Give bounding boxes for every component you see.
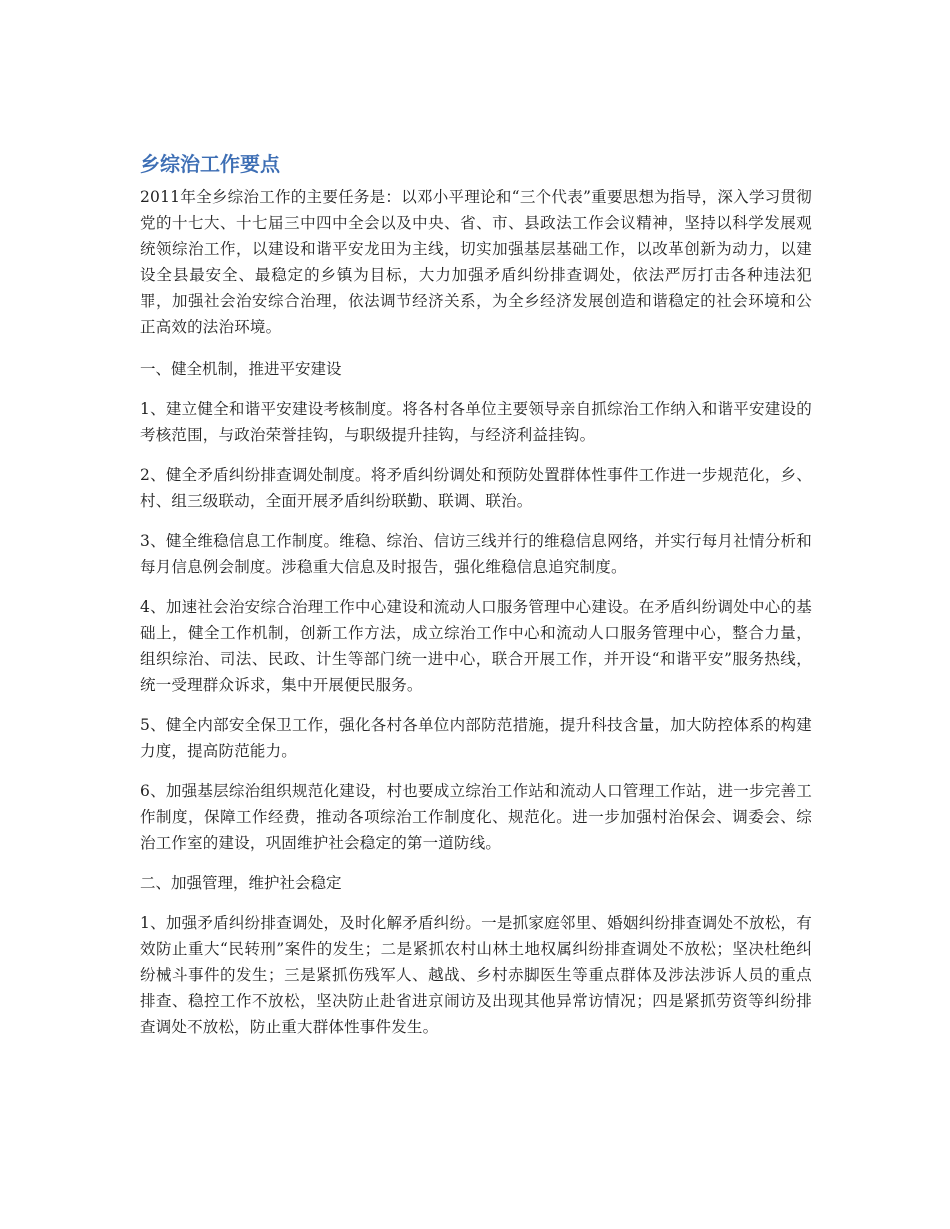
section-1-item-4: 4、加速社会治安综合治理工作中心建设和流动人口服务管理中心建设。在矛盾纠纷调处中心的基础上，健全工作机制，创新工作方法，成立综治工作中心和流动人口服务管理中心，整合力量，组织综治、司法、民政、计生等部门统一进中心，联合开展工作，并开设“和谐平安”服务热线，统一受理群众诉求，集中开展便民服务。: [140, 598, 812, 694]
section-1-item-1: 1、建立健全和谐平安建设考核制度。将各村各单位主要领导亲自抓综治工作纳入和谐平安建设的考核范围，与政治荣誉挂钩，与职级提升挂钩，与经济利益挂钩。: [140, 400, 812, 444]
intro-paragraph: 2011年全乡综治工作的主要任务是：以邓小平理论和“三个代表”重要思想为指导，深入学习贯彻党的十七大、十七届三中四中全会以及中央、省、市、县政法工作会议精神，坚持以科学发展观统领综治工作，以建设和谐平安龙田为主线，切实加强基层基础工作，以改革创新为动力，以建设全县最安全、最稳定的乡镇为目标，大力加强矛盾纠纷排查调处，依法严厉打击各种违法犯罪，加强社会治安综合治理，依法调节经济关系，为全乡经济发展创造和谐稳定的社会环境和公正高效的法治环境。: [140, 188, 812, 336]
section-1-item-3: 3、健全维稳信息工作制度。维稳、综治、信访三线并行的维稳信息网络，并实行每月社情分析和每月信息例会制度。涉稳重大信息及时报告，强化维稳信息追究制度。: [140, 532, 812, 576]
section-1-item-6: 6、加强基层综治组织规范化建设，村也要成立综治工作站和流动人口管理工作站，进一步完善工作制度，保障工作经费，推动各项综治工作制度化、规范化。进一步加强村治保会、调委会、综治工作室的建设，巩固维护社会稳定的第一道防线。: [140, 782, 812, 852]
section-heading-2: 二、加强管理，维护社会稳定: [140, 874, 342, 892]
document-page: [140, 150, 812, 1054]
section-1-item-5: 5、健全内部安全保卫工作，强化各村各单位内部防范措施，提升科技含量，加大防控体系的构建力度，提高防范能力。: [140, 716, 812, 760]
document-title: 乡综治工作要点: [140, 152, 280, 176]
section-heading-1: 一、健全机制，推进平安建设: [140, 360, 342, 378]
section-1-item-2: 2、健全矛盾纠纷排查调处制度。将矛盾纠纷调处和预防处置群体性事件工作进一步规范化，乡、村、组三级联动，全面开展矛盾纠纷联勤、联调、联治。: [140, 466, 812, 510]
section-2-item-1: 1、加强矛盾纠纷排查调处，及时化解矛盾纠纷。一是抓家庭邻里、婚姻纠纷排查调处不放松，有效防止重大“民转刑”案件的发生；二是紧抓农村山林土地权属纠纷排查调处不放松；坚决杜绝纠纷械斗事件的发生；三是紧抓伤残军人、越战、乡村赤脚医生等重点群体及涉法涉诉人员的重点排查、稳控工作不放松，坚决防止赴省进京闹访及出现其他异常访情况；四是紧抓劳资等纠纷排查调处不放松，防止重大群体性事件发生。: [140, 914, 812, 1036]
